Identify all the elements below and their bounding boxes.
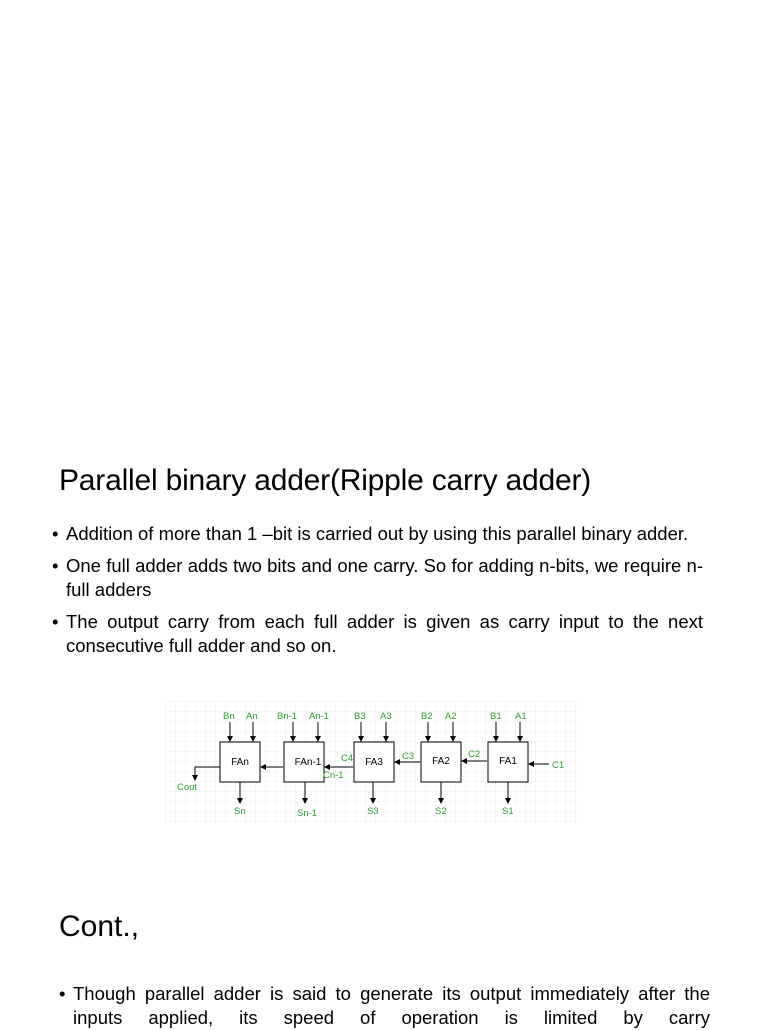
sum-label: Sn-1 (297, 808, 318, 819)
bullet-list (52, 522, 703, 666)
carry-label: C4 (341, 753, 354, 764)
bullet-item: • Though parallel adder is said to generate its output immediately after the inputs applied, its speed of operation is limited by carry (59, 982, 710, 1030)
input-label: A2 (445, 711, 457, 722)
input-label: An (246, 711, 258, 722)
carry-label: C2 (468, 749, 481, 760)
sum-label: S2 (435, 806, 447, 817)
slide-title: Parallel binary adder(Ripple carry adder) (59, 464, 592, 497)
bullet-list-cont (59, 982, 710, 1030)
input-label: Bn-1 (277, 711, 298, 722)
input-label: A1 (515, 711, 527, 722)
carry-label: C3 (402, 751, 415, 762)
block-label: FAn-1 (294, 757, 322, 768)
block-fa2 (421, 742, 461, 782)
input-label: B3 (354, 711, 366, 722)
input-label: Bn (223, 711, 235, 722)
sum-label: Sn (234, 806, 246, 817)
carry-out-label: Cout (177, 782, 198, 793)
ripple-carry-adder-diagram (165, 701, 578, 825)
block-fan-1 (284, 742, 324, 782)
bullet-item: • Addition of more than 1 –bit is carried out by using this parallel binary adder. (52, 522, 703, 546)
block-label: FAn (231, 757, 249, 768)
block-fa3 (354, 742, 394, 782)
input-label: B2 (421, 711, 433, 722)
input-label: B1 (490, 711, 502, 722)
block-fan (220, 742, 260, 782)
block-label: FA3 (365, 757, 383, 768)
sum-label: S3 (367, 806, 379, 817)
input-label: An-1 (309, 711, 330, 722)
carry-label: Cn-1 (323, 770, 344, 781)
block-label: FA1 (499, 756, 517, 767)
bullet-item: • The output carry from each full adder is given as carry input to the next consecutive full adder and so on. (52, 610, 703, 658)
input-label: A3 (380, 711, 392, 722)
block-fa1 (488, 742, 528, 782)
slide-title-cont: Cont., (59, 910, 140, 943)
block-label: FA2 (432, 756, 450, 767)
bullet-item: • One full adder adds two bits and one carry. So for adding n-bits, we require n-full adders (52, 554, 703, 602)
carry-in-label: C1 (552, 760, 565, 771)
sum-label: S1 (502, 806, 514, 817)
